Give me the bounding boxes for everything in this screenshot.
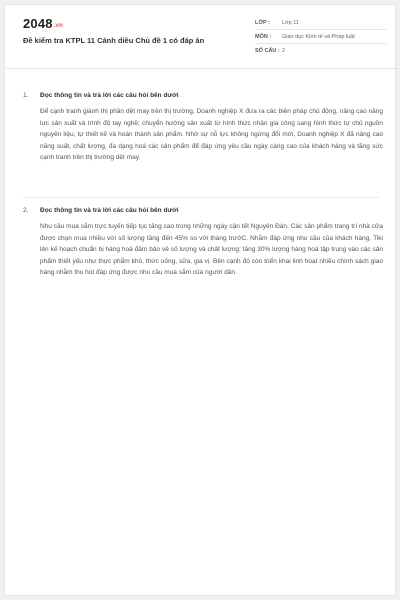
question-1 [23, 92, 383, 164]
question-prompt: Đọc thông tin và trả lời các câu hỏi bên dưới [40, 92, 179, 99]
question-number: 1. [23, 92, 29, 99]
logo-main: 2048 [23, 16, 53, 31]
meta-key: SỐ CÂU : [255, 48, 280, 54]
meta-value: Lớp 11 [282, 19, 299, 26]
question-heading [23, 92, 383, 99]
question-prompt: Đọc thông tin và trả lời các câu hỏi bên dưới [40, 207, 179, 214]
question-passage: Nhu cầu mua sắm trực tuyến tiếp tục tăng cao trong những ngày cận tết Nguyên Đán. Các sản phẩm trang trí nhà cửa được chọn mua nhiều với số lượng tăng đến 45% so với tháng trướC. Nhằm đáp ứng nhu cầu của khách hàng, Tiki lên kế hoạch chuẩn bị hàng hoá đảm bảo về số lượng và chất lượng: tăng 30% lượng hàng hoá tập trung vào các sản phẩm thiết yếu như thực phẩm khô, thức uống, sữa, gia vị. Bên cạnh đó còn triển khai linh hoạt nhiều chính sách giao hàng nhằm thu hút đáp ứng được nhu cầu mua sắm của người dân. [40, 223, 383, 277]
logo-suffix: .vn [53, 23, 64, 29]
meta-key: LỚP : [255, 19, 270, 26]
meta-value: 2 [282, 48, 286, 54]
question-passage: Để cạnh tranh giành thị phần dệt may trên thị trường, Doanh nghiệp X đưa ra các biện pháp chủ động, nâng cao năng lực sản xuất và trình độ tay nghề; chuyển hướng sản xuất từ hình thức nhận gia công sang hình thức tự chủ nguồn nguyên liệu, tự thiết kế và hoàn thành sản phẩm. Nhờ sự nỗ lực không ngừng đổi mới, Doanh nghiệp X đã nâng cao năng suất, chất lượng, đa dạng hoá các sản phẩm để đáp ứng yêu cầu ngày càng cao của khách hàng và tăng sức cạnh tranh trên thị trường dệt may. [40, 108, 383, 162]
meta-row-question-count [255, 44, 387, 58]
meta-value: Giáo dục Kinh tế và Pháp luật [282, 33, 355, 40]
site-logo[interactable] [23, 16, 63, 31]
meta-key: MÔN : [255, 33, 272, 40]
question-divider [23, 197, 379, 198]
meta-row-subject [255, 30, 387, 44]
question-2 [23, 207, 383, 279]
meta-row-grade [255, 16, 387, 30]
question-heading [23, 207, 383, 214]
exam-meta-table [255, 16, 387, 58]
exam-title: Đề kiểm tra KTPL 11 Cánh diều Chủ đề 1 có đáp án [23, 36, 205, 45]
question-number: 2. [23, 207, 29, 214]
document-page [4, 4, 396, 596]
page-header [5, 5, 397, 69]
